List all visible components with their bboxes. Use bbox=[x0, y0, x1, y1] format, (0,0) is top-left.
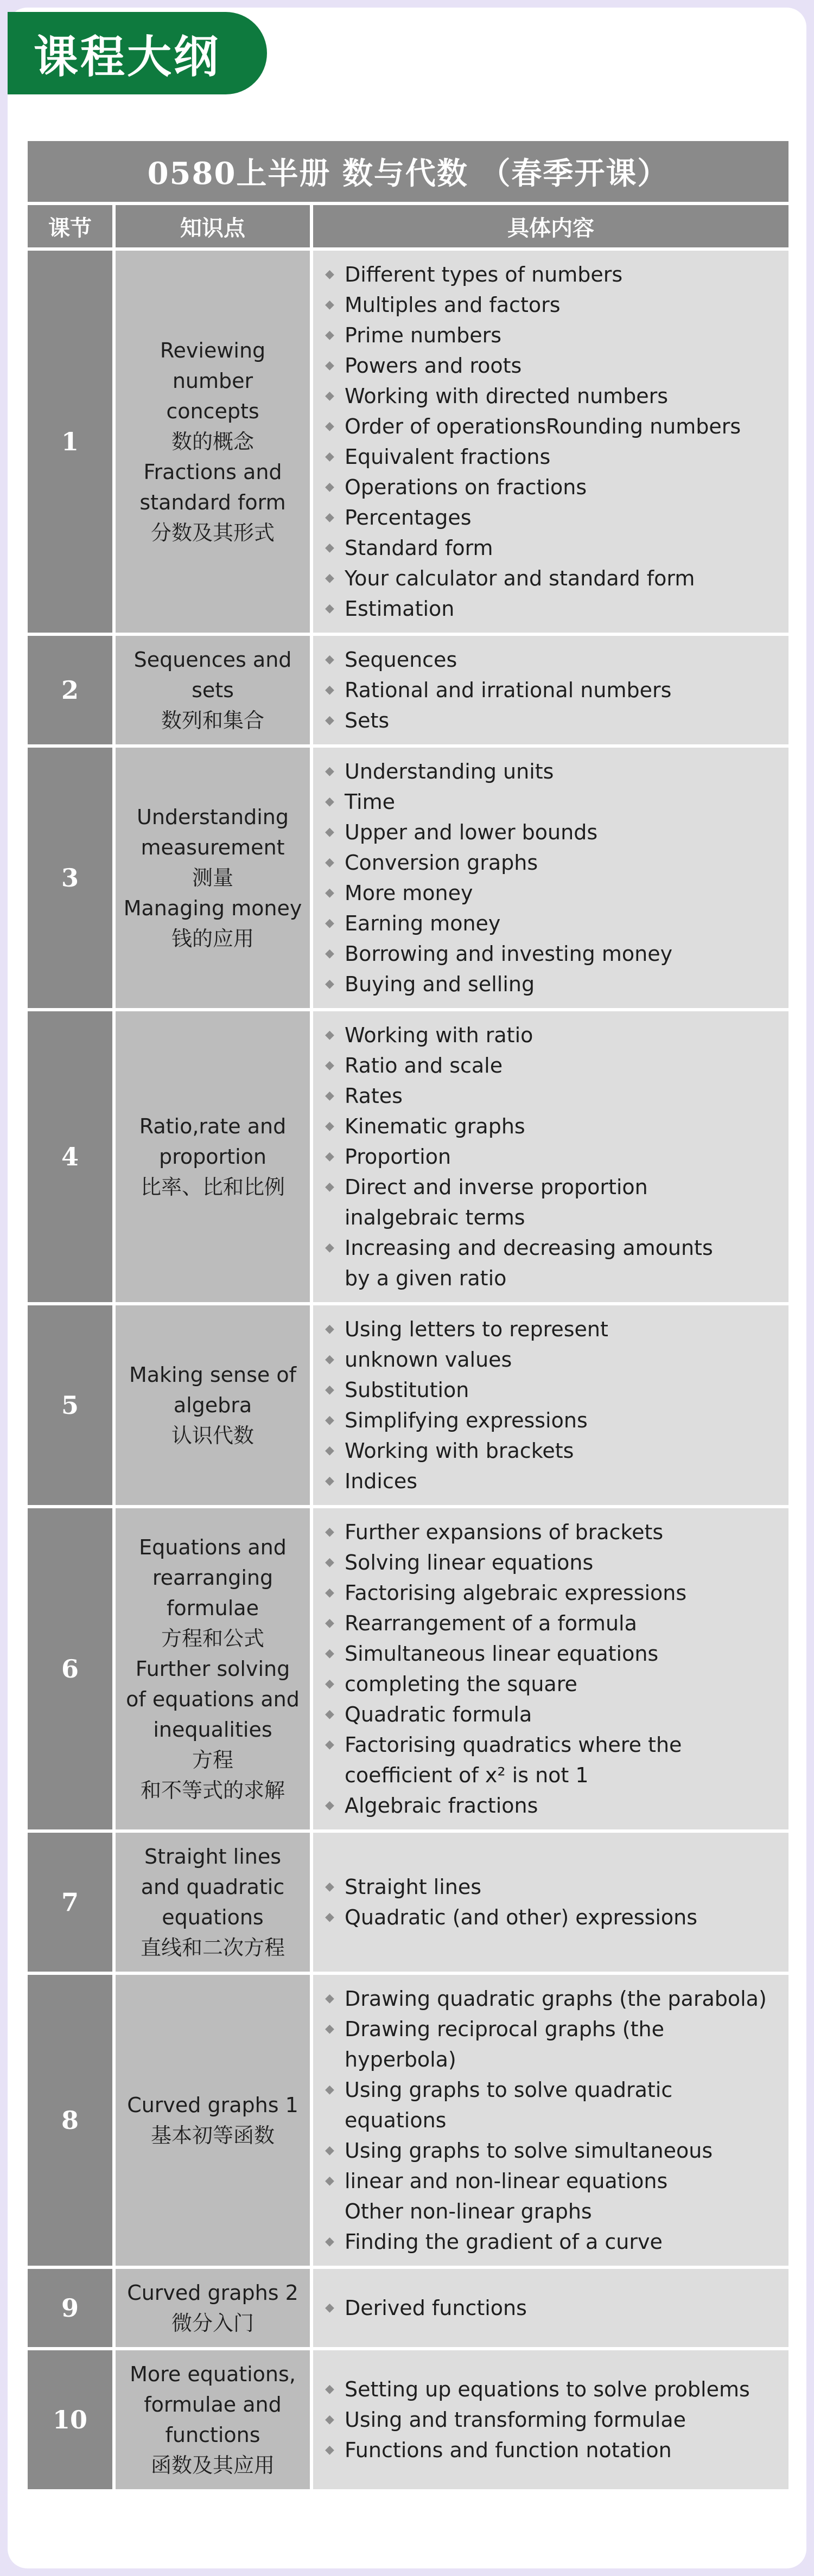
table-row bbox=[28, 1305, 788, 1505]
topic-line: functions bbox=[165, 2423, 260, 2447]
list-item bbox=[325, 259, 778, 290]
topic-line: standard form bbox=[139, 490, 286, 514]
topic-cell bbox=[116, 1305, 310, 1505]
list-item bbox=[325, 1984, 778, 2014]
list-item-text: ◆ Further expansions of brackets bbox=[345, 1520, 664, 1544]
list-item-text: ◆ Indices bbox=[345, 1469, 418, 1493]
topic-cell bbox=[116, 748, 310, 1008]
list-item-text: ◆ More money bbox=[345, 881, 473, 905]
topic-line: Straight lines bbox=[144, 1845, 282, 1869]
list-item bbox=[325, 381, 778, 411]
list-item-text: ◆ Simultaneous linear equations bbox=[345, 1642, 659, 1666]
list-item-text: ◆ Standard form bbox=[345, 536, 493, 560]
list-item bbox=[325, 1578, 778, 1608]
topic-line: Making sense of bbox=[129, 1363, 297, 1387]
content-list bbox=[325, 259, 778, 624]
content-list bbox=[325, 2293, 778, 2323]
content-cell bbox=[313, 2350, 788, 2489]
list-item bbox=[325, 1466, 778, 1496]
content-cell bbox=[313, 1011, 788, 1302]
list-item bbox=[325, 1344, 778, 1375]
content-list bbox=[325, 645, 778, 736]
list-item-text: ◆ completing the square bbox=[345, 1672, 577, 1696]
list-item bbox=[325, 2014, 778, 2075]
list-item-text: ◆ Working with ratio bbox=[345, 1023, 533, 1047]
table-title: 0580上半册 数与代数 （春季开课） bbox=[28, 141, 788, 202]
list-item-text: ◆ Powers and roots bbox=[345, 354, 522, 378]
list-item-text: ◆ Buying and selling bbox=[345, 972, 535, 996]
topic-line: 和不等式的求解 bbox=[140, 1778, 285, 1802]
table-header-row bbox=[28, 205, 788, 247]
list-item bbox=[325, 2166, 778, 2227]
list-item bbox=[325, 442, 778, 472]
content-cell bbox=[313, 251, 788, 633]
list-item-text: ◆ Ratio and scale bbox=[345, 1054, 503, 1077]
table-row bbox=[28, 1011, 788, 1302]
list-item bbox=[325, 1314, 778, 1344]
list-item-text: ◆ Upper and lower bounds bbox=[345, 820, 598, 844]
topic-line: sets bbox=[192, 678, 234, 702]
list-item bbox=[325, 411, 778, 442]
content-cell bbox=[313, 1305, 788, 1505]
list-item-text: ◆ Sets bbox=[345, 709, 390, 732]
topic-cell bbox=[116, 636, 310, 744]
topic-line: inequalities bbox=[153, 1718, 272, 1742]
list-item bbox=[325, 2227, 778, 2257]
page-title: 课程大纲 bbox=[34, 31, 221, 83]
column-header-lesson: 课节 bbox=[28, 205, 112, 247]
list-item-text: ◆ Equivalent fractions bbox=[345, 445, 551, 469]
topic-line: measurement bbox=[141, 836, 285, 859]
list-item-text: by a given ratio bbox=[345, 1266, 507, 1290]
list-item-text: ◆ Kinematic graphs bbox=[345, 1114, 525, 1138]
list-item bbox=[325, 1172, 778, 1233]
list-item-text: ◆ Understanding units bbox=[345, 760, 554, 783]
list-item-text: ◆ Using letters to represent bbox=[345, 1317, 608, 1341]
list-item bbox=[325, 290, 778, 320]
list-item bbox=[325, 939, 778, 969]
list-item-text: ◆ Operations on fractions bbox=[345, 475, 587, 499]
list-item bbox=[325, 1730, 778, 1790]
list-item-text: ◆ Factorising algebraic expressions bbox=[345, 1581, 687, 1605]
content-cell bbox=[313, 748, 788, 1008]
list-item-text: ◆ unknown values bbox=[345, 1348, 512, 1372]
list-item bbox=[325, 756, 778, 787]
list-item-text: ◆ Substitution bbox=[345, 1378, 469, 1402]
topic-cell bbox=[116, 251, 310, 633]
topic-line: 基本初等函数 bbox=[150, 2124, 275, 2147]
list-item-text: ◆ Finding the gradient of a curve bbox=[345, 2230, 663, 2254]
topic-line: 数的概念 bbox=[171, 430, 254, 454]
header-banner bbox=[8, 12, 267, 94]
list-item bbox=[325, 594, 778, 624]
list-item-text: ◆ Direct and inverse proportion bbox=[345, 1175, 648, 1199]
list-item bbox=[325, 878, 778, 908]
list-item bbox=[325, 1699, 778, 1730]
lesson-number: 3 bbox=[28, 748, 112, 1008]
table-row bbox=[28, 2269, 788, 2347]
topic-cell bbox=[116, 1508, 310, 1829]
list-item-text: ◆ Rearrangement of a formula bbox=[345, 1611, 637, 1635]
table-row bbox=[28, 636, 788, 744]
topic-cell bbox=[116, 1011, 310, 1302]
content-list bbox=[325, 2374, 778, 2465]
content-cell bbox=[313, 2269, 788, 2347]
topic-line: Sequences and bbox=[133, 648, 292, 672]
content-list bbox=[325, 756, 778, 999]
list-item-text: ◆ Working with directed numbers bbox=[345, 384, 669, 408]
column-header-topic: 知识点 bbox=[116, 205, 310, 247]
topic-line: 数列和集合 bbox=[161, 709, 264, 732]
list-item-text: ◆ Order of operationsRounding numbers bbox=[345, 415, 741, 438]
list-item-text: ◆ Functions and function notation bbox=[345, 2438, 672, 2462]
topic-line: 函数及其应用 bbox=[150, 2453, 275, 2477]
list-item bbox=[325, 472, 778, 502]
list-item-text: ◆ Simplifying expressions bbox=[345, 1408, 588, 1432]
list-item-text: ◆ Drawing quadratic graphs (the parabola) bbox=[345, 1987, 767, 2011]
list-item bbox=[325, 817, 778, 847]
list-item-text: ◆ Multiples and factors bbox=[345, 293, 561, 317]
list-item bbox=[325, 1233, 778, 1293]
content-cell bbox=[313, 1975, 788, 2266]
content-cell bbox=[313, 636, 788, 744]
table-row bbox=[28, 1833, 788, 1972]
list-item-text: ◆ Different types of numbers bbox=[345, 263, 623, 286]
topic-line: Understanding bbox=[137, 805, 289, 829]
list-item-text: ◆ Setting up equations to solve problems bbox=[345, 2377, 750, 2401]
column-header-content: 具体内容 bbox=[313, 205, 788, 247]
topic-cell bbox=[116, 2269, 310, 2347]
topic-line: 方程 bbox=[192, 1748, 233, 1772]
topic-line: 认识代数 bbox=[171, 1424, 254, 1448]
list-item-text: ◆ Time bbox=[345, 790, 395, 814]
topic-line: formulae and bbox=[144, 2393, 282, 2416]
list-item-text: ◆ Quadratic (and other) expressions bbox=[345, 1905, 698, 1929]
list-item bbox=[325, 1547, 778, 1578]
list-item-text: ◆ Rational and irrational numbers bbox=[345, 678, 672, 702]
list-item-text: ◆ Working with brackets bbox=[345, 1439, 574, 1463]
lesson-number: 8 bbox=[28, 1975, 112, 2266]
list-item bbox=[325, 1669, 778, 1699]
list-item-text: ◆ Increasing and decreasing amounts bbox=[345, 1236, 713, 1260]
list-item bbox=[325, 1608, 778, 1638]
list-item-text: ◆ Quadratic formula bbox=[345, 1703, 532, 1726]
list-item bbox=[325, 1111, 778, 1142]
list-item bbox=[325, 969, 778, 999]
list-item-text: ◆ Solving linear equations bbox=[345, 1551, 594, 1574]
table-body bbox=[28, 251, 788, 2489]
topic-line: Fractions and bbox=[143, 460, 282, 484]
list-item bbox=[325, 1638, 778, 1669]
lesson-number: 6 bbox=[28, 1508, 112, 1829]
topic-line: Ratio,rate and bbox=[139, 1114, 287, 1138]
list-item bbox=[325, 1081, 778, 1111]
topic-line: algebra bbox=[173, 1393, 252, 1417]
content-cell bbox=[313, 1508, 788, 1829]
list-item bbox=[325, 1436, 778, 1466]
content-list bbox=[325, 1314, 778, 1496]
list-item-text: ◆ Earning money bbox=[345, 911, 501, 935]
topic-line: 比率、比和比例 bbox=[140, 1175, 285, 1199]
list-item-text: ◆ Rates bbox=[345, 1084, 403, 1108]
lesson-number: 10 bbox=[28, 2350, 112, 2489]
list-item-text: ◆ Conversion graphs bbox=[345, 851, 538, 875]
topic-cell bbox=[116, 1975, 310, 2266]
list-item-text: coefficient of x² is not 1 bbox=[345, 1763, 589, 1787]
topic-line: Equations and bbox=[139, 1535, 287, 1559]
list-item bbox=[325, 908, 778, 939]
lesson-number: 4 bbox=[28, 1011, 112, 1302]
topic-line: concepts bbox=[166, 399, 259, 423]
list-item-text: inalgebraic terms bbox=[345, 1206, 525, 1229]
list-item bbox=[325, 2135, 778, 2166]
list-item bbox=[325, 1050, 778, 1081]
topic-line: 测量 bbox=[192, 866, 233, 890]
syllabus-table bbox=[24, 138, 792, 2492]
topic-line: 微分入门 bbox=[171, 2311, 254, 2335]
list-item bbox=[325, 1902, 778, 1933]
list-item bbox=[325, 645, 778, 675]
topic-cell bbox=[116, 1833, 310, 1972]
list-item bbox=[325, 350, 778, 381]
topic-line: proportion bbox=[159, 1145, 266, 1169]
list-item bbox=[325, 675, 778, 705]
topic-line: Managing money bbox=[123, 896, 302, 920]
list-item bbox=[325, 2075, 778, 2135]
list-item-text: ◆ Using and transforming formulae bbox=[345, 2408, 686, 2432]
list-item bbox=[325, 1405, 778, 1436]
topic-line: Curved graphs 1 bbox=[127, 2093, 298, 2117]
content-list bbox=[325, 1517, 778, 1821]
list-item-text: ◆ Proportion bbox=[345, 1145, 451, 1169]
list-item-text: ◆ Using graphs to solve quadratic equations bbox=[345, 2078, 673, 2132]
list-item bbox=[325, 1872, 778, 1902]
topic-line: 钱的应用 bbox=[171, 927, 254, 951]
topic-line: 分数及其形式 bbox=[150, 521, 275, 545]
topic-line: rearranging bbox=[152, 1566, 274, 1590]
content-list bbox=[325, 1984, 778, 2257]
list-item bbox=[325, 533, 778, 563]
topic-line: More equations, bbox=[130, 2362, 296, 2386]
topic-line: 方程和公式 bbox=[161, 1627, 264, 1650]
list-item-text: ◆ Factorising quadratics where the bbox=[345, 1733, 682, 1757]
list-item-text: ◆ Prime numbers bbox=[345, 323, 502, 347]
list-item bbox=[325, 1375, 778, 1405]
topic-line: of equations and bbox=[126, 1687, 300, 1711]
topic-line: and quadratic bbox=[141, 1875, 285, 1899]
content-list bbox=[325, 1872, 778, 1933]
table-row bbox=[28, 1975, 788, 2266]
lesson-number: 9 bbox=[28, 2269, 112, 2347]
list-item bbox=[325, 2374, 778, 2405]
list-item bbox=[325, 1142, 778, 1172]
list-item bbox=[325, 563, 778, 594]
list-item bbox=[325, 2435, 778, 2465]
list-item bbox=[325, 787, 778, 817]
table-title-row bbox=[28, 141, 788, 202]
topic-line: formulae bbox=[167, 1596, 259, 1620]
topic-line: Curved graphs 2 bbox=[127, 2281, 298, 2305]
table-row bbox=[28, 2350, 788, 2489]
content-cell bbox=[313, 1833, 788, 1972]
list-item bbox=[325, 1790, 778, 1821]
lesson-number: 2 bbox=[28, 636, 112, 744]
list-item-text: ◆ Drawing reciprocal graphs (the hyperbola) bbox=[345, 2017, 664, 2071]
lesson-number: 7 bbox=[28, 1833, 112, 1972]
list-item-text: ◆ linear and non-linear equations bbox=[345, 2169, 668, 2193]
list-item-text: ◆ Sequences bbox=[345, 648, 457, 672]
list-item-text: ◆ Derived functions bbox=[345, 2296, 527, 2320]
list-item-text: ◆ Estimation bbox=[345, 597, 455, 621]
list-item-text: ◆ Borrowing and investing money bbox=[345, 942, 673, 966]
list-item-text: Other non-linear graphs bbox=[345, 2199, 592, 2223]
topic-line: equations bbox=[162, 1905, 264, 1929]
table-row bbox=[28, 1508, 788, 1829]
list-item-text: ◆ Percentages bbox=[345, 506, 472, 530]
list-item bbox=[325, 2405, 778, 2435]
topic-line: Reviewing bbox=[160, 339, 266, 362]
table-row bbox=[28, 251, 788, 633]
topic-cell bbox=[116, 2350, 310, 2489]
topic-line: number bbox=[172, 369, 253, 393]
list-item bbox=[325, 705, 778, 736]
list-item-text: ◆ Algebraic fractions bbox=[345, 1794, 538, 1818]
list-item bbox=[325, 847, 778, 878]
list-item bbox=[325, 502, 778, 533]
list-item bbox=[325, 2293, 778, 2323]
topic-line: Further solving bbox=[135, 1657, 290, 1681]
lesson-number: 1 bbox=[28, 251, 112, 633]
table-row bbox=[28, 748, 788, 1008]
list-item-text: ◆ Your calculator and standard form bbox=[345, 566, 695, 590]
list-item bbox=[325, 1517, 778, 1547]
content-list bbox=[325, 1020, 778, 1293]
list-item bbox=[325, 320, 778, 350]
list-item bbox=[325, 1020, 778, 1050]
list-item-text: ◆ Using graphs to solve simultaneous bbox=[345, 2139, 713, 2163]
lesson-number: 5 bbox=[28, 1305, 112, 1505]
list-item-text: ◆ Straight lines bbox=[345, 1875, 482, 1899]
topic-line: 直线和二次方程 bbox=[140, 1936, 285, 1960]
